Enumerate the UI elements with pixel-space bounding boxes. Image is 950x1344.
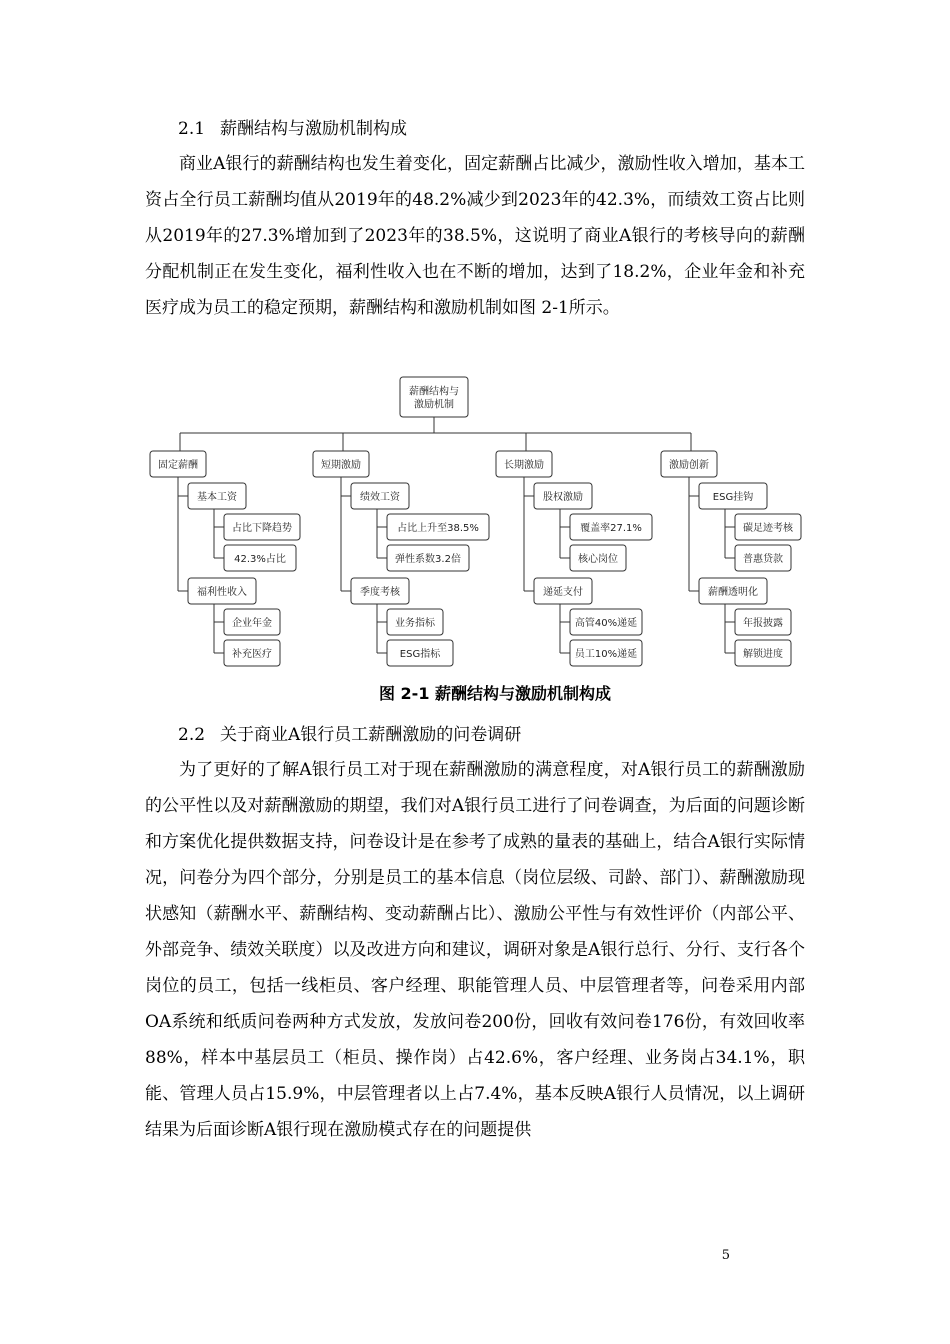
level3-node-label: 业务指标 xyxy=(395,618,435,629)
level3-node-label: ESG指标 xyxy=(399,649,441,660)
level3-node-label: 覆盖率27.1% xyxy=(580,523,642,534)
level3-node-label: 弹性系数3.2倍 xyxy=(395,554,461,565)
level3-node-label: 员工10%递延 xyxy=(574,649,638,660)
level3-node-label: 企业年金 xyxy=(232,618,272,629)
section-title: 关于商业A银行员工薪酬激励的问卷调研 xyxy=(220,725,522,745)
level3-node-label: 高管40%递延 xyxy=(574,618,638,629)
level3-node-label: 占比上升至38.5% xyxy=(397,523,479,534)
level3-node-label: 年报披露 xyxy=(743,618,783,629)
page-number: 5 xyxy=(721,1248,730,1263)
level2-node-label: ESG挂钩 xyxy=(712,492,754,503)
section-2-1-paragraph: 商业A银行的薪酬结构也发生着变化，固定薪酬占比减少，激励性收入增加，基本工资占全行员工薪酬均值从2019年的48.2%减少到2023年的42.3%，而绩效工资占比则从2019年的27.3%增加到了2023年的38.5%，这说明了商业A银行的考核导向的薪酬分配机制正在发生变化，福利性收入也在不断的增加，达到了18.2%，企业年金和补充医疗成为员工的稳定预期，薪酬结构和激励机制如图 2-1所示。 xyxy=(145,154,805,318)
section-title: 薪酬结构与激励机制构成 xyxy=(220,119,407,139)
level3-node-label: 碳足迹考核 xyxy=(743,523,793,534)
root-node-label: 薪酬结构与 xyxy=(409,386,459,398)
level3-node-label: 解锁进度 xyxy=(743,649,783,660)
level2-node-label: 季度考核 xyxy=(360,587,400,598)
root-node-label: 激励机制 xyxy=(414,399,454,411)
section-2-2-paragraph: 为了更好的了解A银行员工对于现在薪酬激励的满意程度，对A银行员工的薪酬激励的公平性以及对薪酬激励的期望，我们对A银行员工进行了问卷调查，为后面的问题诊断和方案优化提供数据支持，问卷设计是在参考了成熟的量表的基础上，结合A银行实际情况，问卷分为四个部分，分别是员工的基本信息（岗位层级、司龄、部门）、薪酬激励现状感知（薪酬水平、薪酬结构、变动薪酬占比）、激励公平性与有效性评价（内部公平、外部竞争、绩效关联度）以及改进方向和建议，调研对象是A银行总行、分行、支行各个岗位的员工，包括一线柜员、客户经理、职能管理人员、中层管理者等，问卷采用内部OA系统和纸质问卷两种方式发放，发放问卷200份，回收有效问卷176份，有效回收率88%，样本中基层员工（柜员、操作岗）占42.6%，客户经理、业务岗占34.1%，职能、管理人员占15.9%，中层管理者以上占7.4%，基本反映A银行人员情况，以上调研结果为后面诊断A银行现在激励模式存在的问题提供 xyxy=(145,760,805,1140)
level1-node-label: 固定薪酬 xyxy=(158,460,198,471)
section-number: 2.2 xyxy=(178,725,206,745)
level3-node-label: 占比下降趋势 xyxy=(232,523,292,534)
level2-node-label: 股权激励 xyxy=(543,492,583,503)
figure-caption: 图 2-1 薪酬结构与激励机制构成 xyxy=(378,684,612,703)
level1-node-label: 长期激励 xyxy=(504,460,544,471)
level2-node-label: 绩效工资 xyxy=(360,492,400,503)
section-heading-2-2 xyxy=(178,724,521,746)
level3-node-label: 42.3%占比 xyxy=(234,554,286,565)
level2-node-label: 薪酬透明化 xyxy=(708,587,758,598)
level3-node-label: 普惠贷款 xyxy=(743,554,783,565)
level2-node-label: 福利性收入 xyxy=(197,587,247,598)
level3-node-label: 补充医疗 xyxy=(232,649,272,660)
section-number: 2.1 xyxy=(178,119,206,139)
level3-node-label: 核心岗位 xyxy=(578,554,618,565)
level1-node-label: 短期激励 xyxy=(321,460,361,471)
level2-node-label: 递延支付 xyxy=(543,587,583,598)
level1-node-label: 激励创新 xyxy=(669,460,709,471)
level2-node-label: 基本工资 xyxy=(197,492,237,503)
